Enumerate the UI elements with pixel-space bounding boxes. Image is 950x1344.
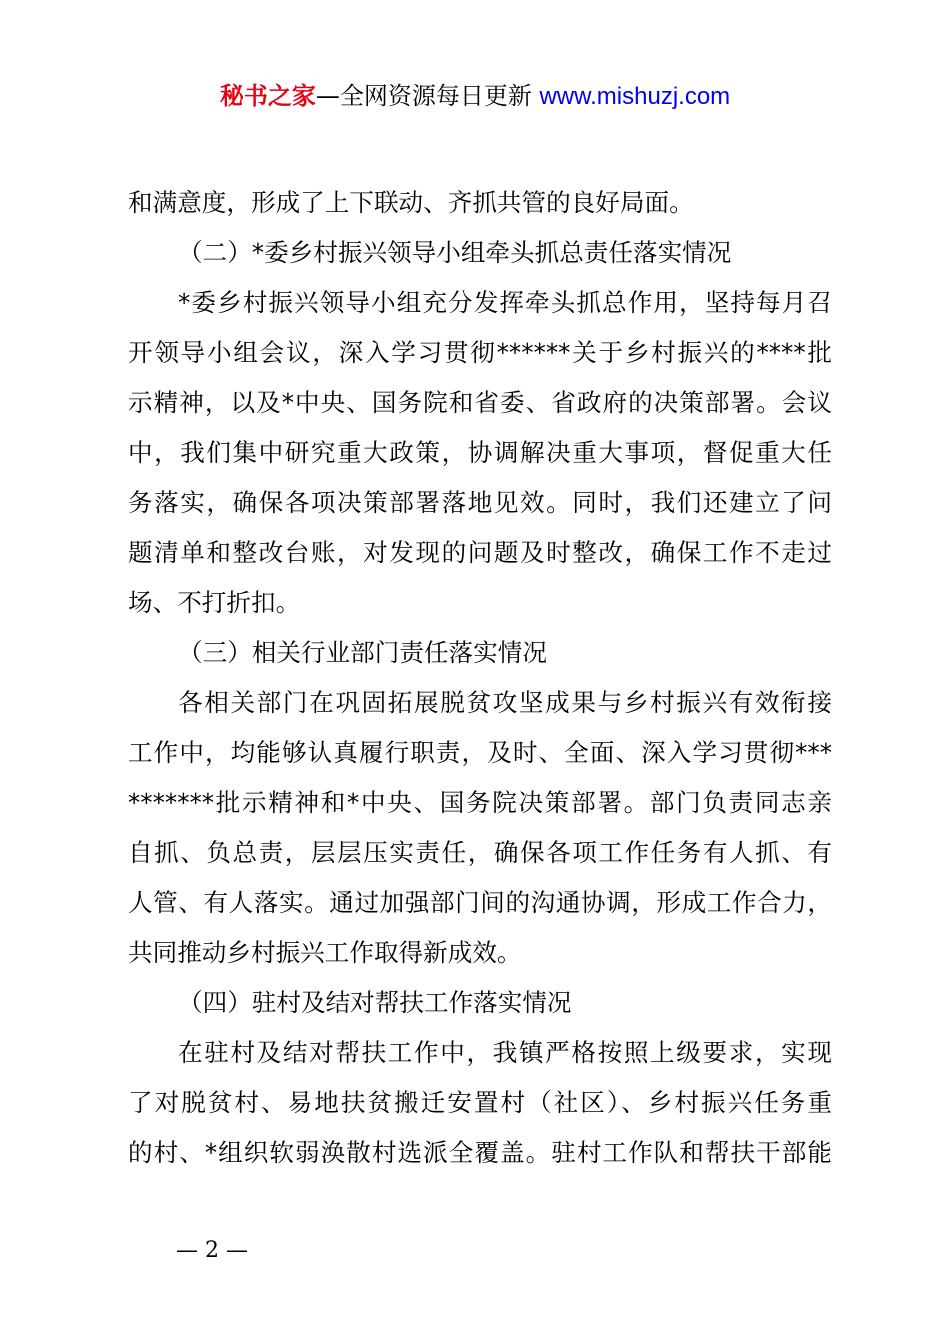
document-body (128, 178, 832, 1178)
page-number: — 2 — (176, 1238, 248, 1263)
body-line: 题清单和整改台账，对发现的问题及时整改，确保工作不走过 (128, 538, 832, 567)
brand-name: 秘书之家 (219, 82, 316, 110)
body-line: 中，我们集中研究重大政策，协调解决重大事项，督促重大任 (128, 438, 832, 467)
page-header (0, 80, 950, 113)
body-line: 各相关部门在巩固拓展脱贫攻坚成果与乡村振兴有效衔接 (178, 688, 832, 717)
section-heading: （四）驻村及结对帮扶工作落实情况 (178, 988, 572, 1017)
body-line: 的村、*组织软弱涣散村选派全覆盖。驻村工作队和帮扶干部能 (128, 1138, 832, 1167)
body-line: 人管、有人落实。通过加强部门间的沟通协调，形成工作合力， (128, 888, 832, 917)
section-heading: （三）相关行业部门责任落实情况 (178, 638, 547, 667)
body-line: 开领导小组会议，深入学习贯彻******关于乡村振兴的****批 (128, 338, 832, 367)
section-heading: （二）*委乡村振兴领导小组牵头抓总责任落实情况 (178, 238, 732, 267)
body-line: 工作中，均能够认真履行职责，及时、全面、深入学习贯彻*** (128, 738, 832, 767)
header-tagline: 全网资源每日更新 (339, 82, 532, 110)
body-line: *******批示精神和*中央、国务院决策部署。部门负责同志亲 (128, 788, 832, 817)
body-line: 示精神，以及*中央、国务院和省委、省政府的决策部署。会议 (128, 388, 832, 417)
body-line: *委乡村振兴领导小组充分发挥牵头抓总作用，坚持每月召 (178, 288, 832, 317)
header-dash: — (315, 82, 340, 110)
body-line: 共同推动乡村振兴工作取得新成效。 (128, 938, 522, 967)
website-link[interactable]: www.mishuzj.com (539, 83, 731, 110)
body-line: 务落实，确保各项决策部署落地见效。同时，我们还建立了问 (128, 488, 832, 517)
body-line: 自抓、负总责，层层压实责任，确保各项工作任务有人抓、有 (128, 838, 832, 867)
body-line: 了对脱贫村、易地扶贫搬迁安置村（社区）、乡村振兴任务重 (128, 1088, 832, 1117)
body-line: 在驻村及结对帮扶工作中，我镇严格按照上级要求，实现 (178, 1038, 832, 1067)
body-line: 场、不打折扣。 (128, 588, 301, 617)
body-line: 和满意度，形成了上下联动、齐抓共管的良好局面。 (128, 188, 694, 217)
